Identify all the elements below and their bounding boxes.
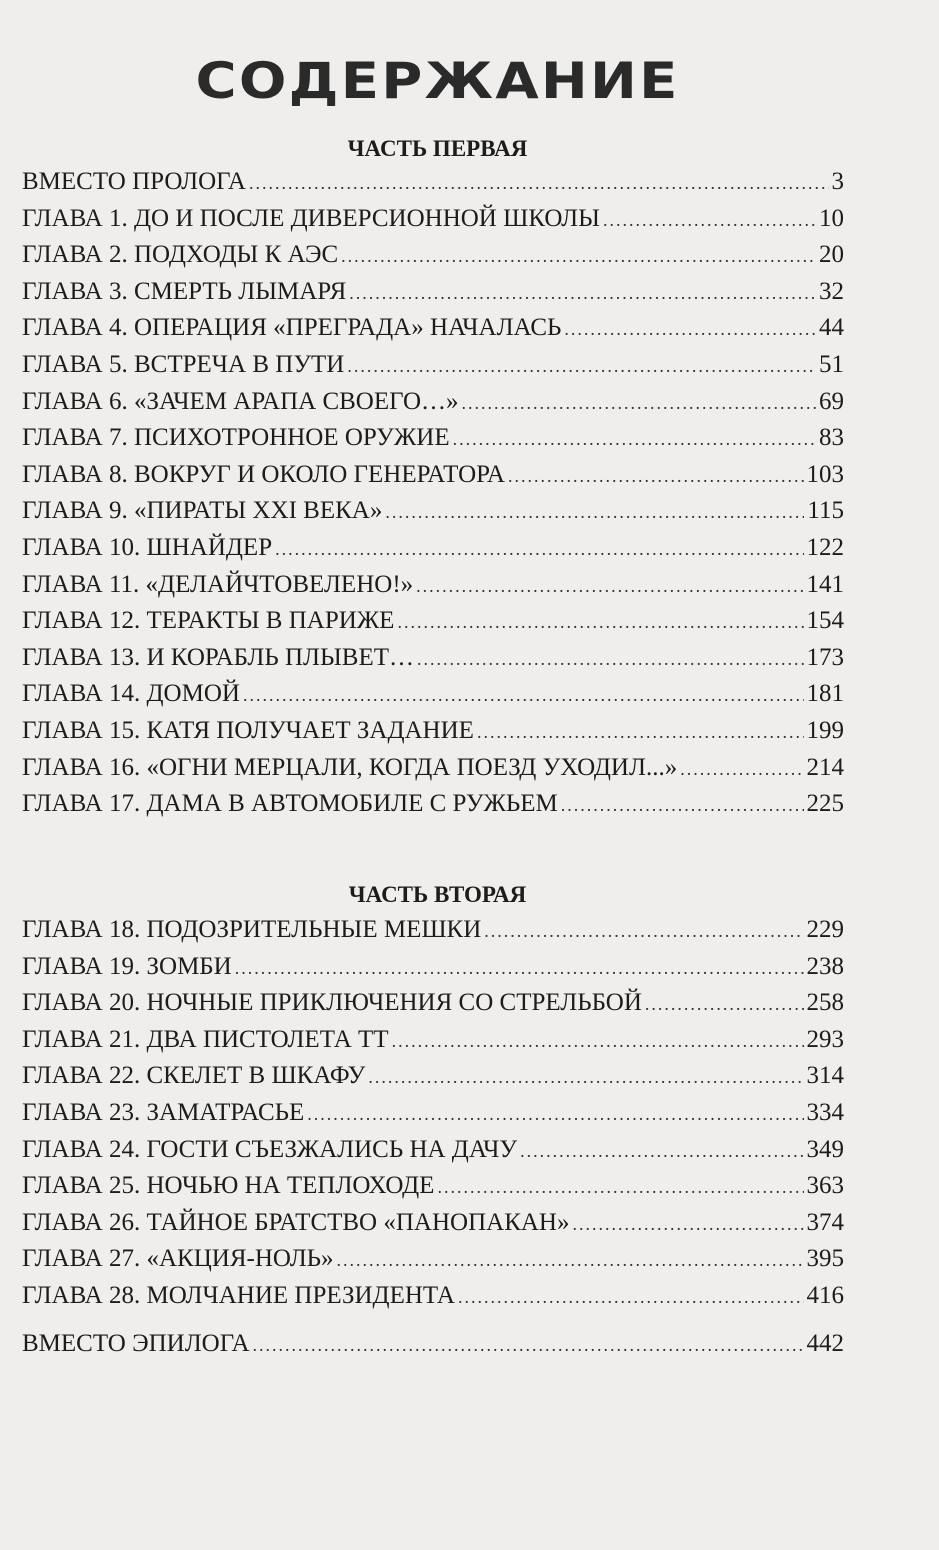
toc-entry-label: ГЛАВА 27. «АКЦИЯ-НОЛЬ» [22, 1245, 334, 1273]
toc-entry-label: ГЛАВА 28. МОЛЧАНИЕ ПРЕЗИДЕНТА [22, 1281, 455, 1309]
toc-entry [22, 1026, 844, 1063]
toc-entry [22, 607, 844, 644]
toc-entry [22, 644, 844, 681]
toc-entry-label: ГЛАВА 17. ДАМА В АВТОМОБИЛЕ С РУЖЬЕМ [22, 790, 558, 818]
dot-leader [484, 921, 803, 942]
toc-entry-page: 229 [806, 916, 844, 943]
toc-entry-page: 334 [806, 1098, 844, 1126]
dot-leader [243, 685, 804, 706]
toc-entry-label: ГЛАВА 9. «ПИРАТЫ XXI ВЕКА» [22, 497, 383, 525]
toc-entry [22, 571, 844, 608]
dot-leader [235, 958, 804, 979]
toc-entry-label: ГЛАВА 20. НОЧНЫЕ ПРИКЛЮЧЕНИЯ СО СТРЕЛЬБОЙ [22, 989, 642, 1017]
dot-leader [520, 1141, 803, 1162]
toc-entry [22, 461, 844, 498]
toc-entry-page: 349 [806, 1135, 844, 1163]
toc-entry-label: ГЛАВА 8. ВОКРУГ И ОКОЛО ГЕНЕРАТОРА [22, 460, 505, 488]
dot-leader [680, 759, 803, 780]
toc-entry [22, 205, 844, 242]
dot-leader [337, 1250, 804, 1271]
dot-leader [564, 319, 816, 340]
toc-entry [22, 1282, 844, 1319]
toc-entry-label: ГЛАВА 10. ШНАЙДЕР [22, 533, 273, 561]
toc-entry [22, 168, 844, 205]
toc-entry [22, 497, 844, 534]
toc-entry-label: ГЛАВА 24. ГОСТИ СЪЕЗЖАЛИСЬ НА ДАЧУ [22, 1135, 518, 1163]
toc-entry-label: ГЛАВА 18. ПОДОЗРИТЕЛЬНЫЕ МЕШКИ [22, 916, 482, 943]
toc-entry [22, 534, 844, 571]
toc-entry-page: 214 [806, 753, 844, 781]
toc-entry-label: ВМЕСТО ЭПИЛОГА [22, 1330, 250, 1357]
dot-leader [347, 356, 816, 377]
dot-leader [349, 283, 816, 304]
toc-entry-label: ГЛАВА 7. ПСИХОТРОННОЕ ОРУЖИЕ [22, 424, 450, 452]
toc-entry-page: 293 [806, 1025, 844, 1053]
toc-entry-label: ГЛАВА 3. СМЕРТЬ ЛЫМАРЯ [22, 277, 347, 305]
toc-entry-page: 103 [806, 460, 844, 488]
toc-entry-page: 32 [819, 277, 844, 305]
toc-entry-page: 181 [806, 680, 844, 708]
toc-entry-label: ГЛАВА 16. «ОГНИ МЕРЦАЛИ, КОГДА ПОЕЗД УХОДИЛ...» [22, 753, 678, 781]
dot-leader [458, 1287, 804, 1308]
toc-entry-page: 199 [806, 716, 844, 744]
toc-entry-page: 173 [806, 643, 844, 671]
toc-entry-label: ГЛАВА 26. ТАЙНОЕ БРАТСТВО «ПАНОПАКАН» [22, 1208, 570, 1236]
toc-entry [22, 1245, 844, 1282]
toc-entry-page: 258 [806, 989, 844, 1017]
toc-entry-label: ГЛАВА 15. КАТЯ ПОЛУЧАЕТ ЗАДАНИЕ [22, 716, 474, 744]
toc-entry-label: ГЛАВА 1. ДО И ПОСЛЕ ДИВЕРСИОННОЙ ШКОЛЫ [22, 204, 600, 232]
toc-entry-label: ВМЕСТО ПРОЛОГА [22, 168, 246, 195]
toc-entry-page: 20 [819, 241, 844, 269]
toc-entry [22, 680, 844, 717]
dot-leader [341, 246, 816, 267]
toc-entry-page: 314 [806, 1062, 844, 1090]
dot-leader [249, 173, 829, 194]
dot-leader [417, 649, 804, 670]
dot-leader [397, 612, 803, 633]
dot-leader [453, 429, 816, 450]
toc-entry-page: 83 [819, 424, 844, 452]
toc-entry [22, 351, 844, 388]
dot-leader [603, 210, 816, 231]
part-one-heading: ЧАСТЬ ПЕРВАЯ [347, 136, 528, 161]
dot-leader [437, 1177, 803, 1198]
toc-entry-page: 115 [807, 497, 844, 525]
toc-entry-label: ГЛАВА 2. ПОДХОДЫ К АЭС [22, 241, 339, 269]
toc-entry-page: 374 [806, 1208, 844, 1236]
toc-entry [22, 424, 844, 461]
toc-entry [22, 989, 844, 1026]
toc-entry [22, 953, 844, 990]
dot-leader [275, 539, 803, 560]
dot-leader [508, 466, 804, 487]
part-two-heading: ЧАСТЬ ВТОРАЯ [348, 882, 527, 907]
dot-leader [368, 1067, 803, 1088]
toc-entry-label: ГЛАВА 5. ВСТРЕЧА В ПУТИ [22, 350, 345, 378]
toc-entry-label: ГЛАВА 14. ДОМОЙ [22, 680, 240, 708]
toc-entry-label: ГЛАВА 4. ОПЕРАЦИЯ «ПРЕГРАДА» НАЧАЛАСЬ [22, 314, 562, 342]
toc-entry [22, 388, 844, 425]
dot-leader [307, 1104, 803, 1125]
dot-leader [572, 1214, 803, 1235]
toc-entry-epilogue [22, 1330, 844, 1367]
dot-leader [385, 502, 804, 523]
toc-entry-page: 225 [806, 790, 844, 818]
toc-entry-page: 154 [806, 607, 844, 635]
dot-leader [477, 722, 804, 743]
dot-leader [416, 576, 803, 597]
toc-entry [22, 790, 844, 827]
toc-entry-page: 141 [806, 570, 844, 598]
dot-leader [462, 393, 817, 414]
toc-entry-label: ГЛАВА 21. ДВА ПИСТОЛЕТА ТТ [22, 1025, 389, 1053]
toc-entry-label: ГЛАВА 25. НОЧЬЮ НА ТЕПЛОХОДЕ [22, 1172, 435, 1200]
toc-entry [22, 1062, 844, 1099]
toc-entry-page: 44 [819, 314, 844, 342]
toc-entry [22, 278, 844, 315]
dot-leader [561, 795, 804, 816]
toc-entry-label: ГЛАВА 19. ЗОМБИ [22, 952, 232, 980]
epilogue-section [22, 1330, 844, 1367]
part-two-list [22, 916, 844, 1319]
page-title: СОДЕРЖАНИЕ [195, 52, 680, 110]
toc-entry-page: 122 [806, 533, 844, 561]
toc-entry [22, 916, 844, 953]
toc-entry-label: ГЛАВА 6. «ЗАЧЕМ АРАПА СВОЕГО…» [22, 387, 459, 415]
toc-entry-label: ГЛАВА 12. ТЕРАКТЫ В ПАРИЖЕ [22, 607, 395, 635]
toc-entry-page: 238 [806, 952, 844, 980]
toc-entry [22, 1209, 844, 1246]
dot-leader [645, 994, 804, 1015]
toc-entry [22, 314, 844, 351]
part-one-list [22, 168, 844, 827]
toc-entry [22, 717, 844, 754]
toc-entry-page: 395 [806, 1245, 844, 1273]
toc-entry [22, 1172, 844, 1209]
toc-entry-label: ГЛАВА 23. ЗАМАТРАСЬЕ [22, 1098, 305, 1126]
toc-entry [22, 1099, 844, 1136]
toc-entry-page: 69 [819, 387, 844, 415]
toc-entry [22, 241, 844, 278]
toc-entry [22, 754, 844, 791]
toc-entry-label: ГЛАВА 11. «ДЕЛАЙЧТОВЕЛЕНО!» [22, 570, 414, 598]
dot-leader [392, 1031, 804, 1052]
toc-entry-page: 3 [831, 168, 844, 195]
dot-leader [253, 1335, 804, 1356]
toc-entry [22, 1136, 844, 1173]
toc-entry-page: 442 [806, 1330, 844, 1357]
toc-entry-label: ГЛАВА 22. СКЕЛЕТ В ШКАФУ [22, 1062, 366, 1090]
toc-entry-page: 416 [806, 1281, 844, 1309]
toc-entry-page: 51 [819, 350, 844, 378]
toc-entry-label: ГЛАВА 13. И КОРАБЛЬ ПЛЫВЕТ… [22, 643, 414, 671]
toc-entry-page: 10 [819, 204, 844, 232]
toc-entry-page: 363 [806, 1172, 844, 1200]
